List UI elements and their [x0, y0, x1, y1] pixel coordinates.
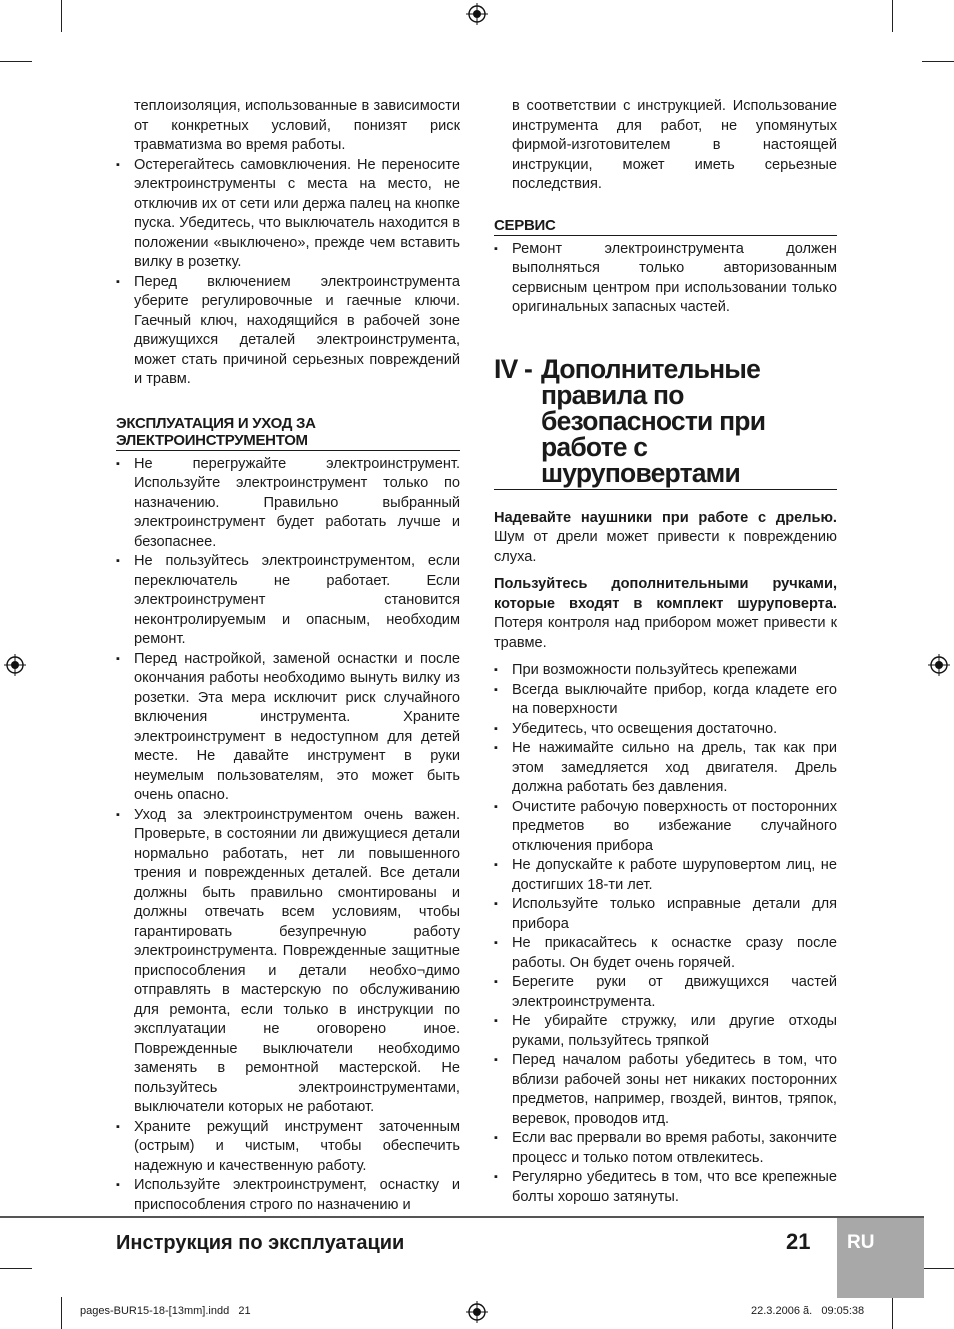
- right-column: [494, 97, 837, 1207]
- list-item: ▪ Уход за электроинструментом очень важен. Проверьте, в состоянии ли движущиеся детали нормально работать, нет ли повышенного трения и поврежденных деталей. Все детали должны быть правильно смонтированы и должны отвечать всем условиям, чтобы гарантировать безупречную работу электроинструмента. Поврежденные защитные приспособления и детали необхо¬димо отправлять в мастерскую по обслуживанию для ремонта, если только в инструкции по эксплуатации не оговорено иное. Поврежденные выключатели необходимо заменять в ремонтной мастерской. Не пользуйтесь электроинструментами, выключатели которых не работают.: [116, 806, 460, 1118]
- footer-title: Инструкция по эксплуатации: [116, 1232, 405, 1254]
- list-item: ▪ Не пользуйтесь электроинструментом, если переключатель не работает. Если электроинструмент становится неконтролируемым и опасным, необходим ремонт.: [116, 552, 460, 650]
- bold-lead: Надевайте наушники при работе с дрелью.: [494, 509, 837, 526]
- list-item: ▪ При возможности пользуйтесь крепежами: [494, 661, 837, 681]
- chapter-number: IV -: [494, 353, 533, 384]
- list-item: ▪ Используйте только исправные детали для прибора: [494, 895, 837, 934]
- print-slug-date: 22.3.2006 ã. 09:05:38: [751, 1305, 865, 1317]
- list-item: ▪ Всегда выключайте прибор, когда кладете его на поверхности: [494, 681, 837, 720]
- crop-mark: [922, 61, 954, 62]
- print-slug-file: pages-BUR15-18-[13mm].indd 21: [80, 1305, 251, 1317]
- footer-divider: [0, 1216, 924, 1218]
- registration-mark-icon: [928, 654, 950, 676]
- continued-paragraph: теплоизоляция, использованные в зависимости от конкретных условий, понизят риск травматизма во время работы.: [134, 98, 460, 153]
- section-heading-operation: ЭКСПЛУАТАЦИЯ И УХОД ЗА ЭЛЕКТРОИНСТРУМЕНТОМ: [116, 415, 460, 451]
- crop-mark: [922, 1268, 954, 1269]
- operation-bullet-list: [116, 455, 460, 1216]
- list-item: ▪ Не прикасайтесь к оснастке сразу после работы. Он будет очень горячей.: [494, 934, 837, 973]
- list-item: ▪ Не допускайте к работе шуруповертом лиц, не достигших 18-ти лет.: [494, 856, 837, 895]
- language-tab: [837, 1218, 924, 1298]
- page-number: 21: [786, 1229, 811, 1254]
- chapter-title: Дополнительные правила по безопасности при работе с шуруповертами: [541, 353, 766, 488]
- crop-mark: [892, 0, 893, 32]
- service-bullet-list: [494, 240, 837, 318]
- crop-mark: [61, 0, 62, 32]
- left-column: [116, 97, 460, 1215]
- registration-mark-icon: [466, 3, 488, 25]
- registration-mark-icon: [4, 654, 26, 676]
- safety-bullet-list: [494, 661, 837, 1207]
- list-item: ▪ Убедитесь, что освещения достаточно.: [494, 720, 837, 740]
- list-item: ▪ Не перегружайте электроинструмент. Используйте электроинструмент только по назначению. Правильно выбранный электроинструмент будет работать лучше и безопаснее.: [116, 455, 460, 553]
- paragraph-handles: [494, 575, 837, 653]
- intro-bullet-list: [116, 156, 460, 390]
- list-item: ▪ Очистите рабочую поверхность от посторонних предметов во избежание случайного отключения прибора: [494, 798, 837, 857]
- list-item: ▪ Храните режущий инструмент заточенным (острым) и чистым, чтобы обеспечить надежную и качественную работу.: [116, 1118, 460, 1177]
- crop-mark: [61, 1297, 62, 1329]
- paragraph-text: Шум от дрели может привести к повреждению слуха.: [494, 529, 837, 565]
- registration-mark-icon: [466, 1301, 488, 1323]
- list-item: ▪ Берегите руки от движущихся частей электроинструмента.: [494, 973, 837, 1012]
- list-item: ▪ Не убирайте стружку, или другие отходы руками, пользуйтесь тряпкой: [494, 1012, 837, 1051]
- continued-paragraph: в соответствии с инструкцией. Использование инструмента для работ, не упомянутых фирмой-изготовителем в настоящей инструкции, может иметь серьезные последствия.: [512, 98, 837, 192]
- crop-mark: [0, 61, 32, 62]
- crop-mark: [0, 1268, 32, 1269]
- list-item: ▪ Перед настройкой, заменой оснастки и после окончания работы необходимо вынуть вилку из розетки. Эта мера исключит риск случайного включения инструмента. Храните электроинструмент в недоступном для детей месте. Не давайте инструмент в руки неумелым пользователям, это может быть очень опасно.: [116, 650, 460, 806]
- list-item: ▪ Перед включением электроинструмента уберите регулировочные и гаечные ключи. Гаечный ключ, находящийся в рабочей зоне движущихся деталей электроинструмента, может стать причиной серьезных повреждений и травм.: [116, 273, 460, 390]
- list-item: ▪ Не нажимайте сильно на дрель, так как при этом замедляется ход двигателя. Дрель должна работать без давления.: [494, 739, 837, 798]
- section-heading-service: СЕРВИС: [494, 217, 837, 236]
- list-item: ▪ Используйте электроинструмент, оснастку и приспособления строго по назначению и: [116, 1176, 460, 1215]
- list-item: ▪ Регулярно убедитесь в том, что все крепежные болты хорошо затянуты.: [494, 1168, 837, 1207]
- paragraph-ear-protection: [494, 509, 837, 568]
- bold-lead: Пользуйтесь дополнительными ручками, которые входят в комплект шуруповерта.: [494, 576, 837, 612]
- chapter-heading: [494, 353, 837, 490]
- list-item: ▪ Перед началом работы убедитесь в том, что вблизи рабочей зоны нет никаких посторонних предметов, например, гвоздей, винтов, тряпок, веревок, проводов итд.: [494, 1051, 837, 1129]
- list-item: ▪ Остерегайтесь самовключения. Не переносите электроинструменты с места на место, не отключив их от сети или держа палец на кнопке пуска. Убедитесь, что выключатель находится в положении «выключено», прежде чем вставить вилку в розетку.: [116, 156, 460, 273]
- language-code: RU: [847, 1232, 875, 1253]
- list-item: ▪ Ремонт электроинструмента должен выполняться только авторизованным сервисным центром при использовании только оригинальных запасных частей.: [494, 240, 837, 318]
- crop-mark: [892, 1297, 893, 1329]
- paragraph-text: Потеря контроля над прибором может привести к травме.: [494, 615, 837, 651]
- list-item: ▪ Если вас прервали во время работы, закончите процесс и только потом отвлекитесь.: [494, 1129, 837, 1168]
